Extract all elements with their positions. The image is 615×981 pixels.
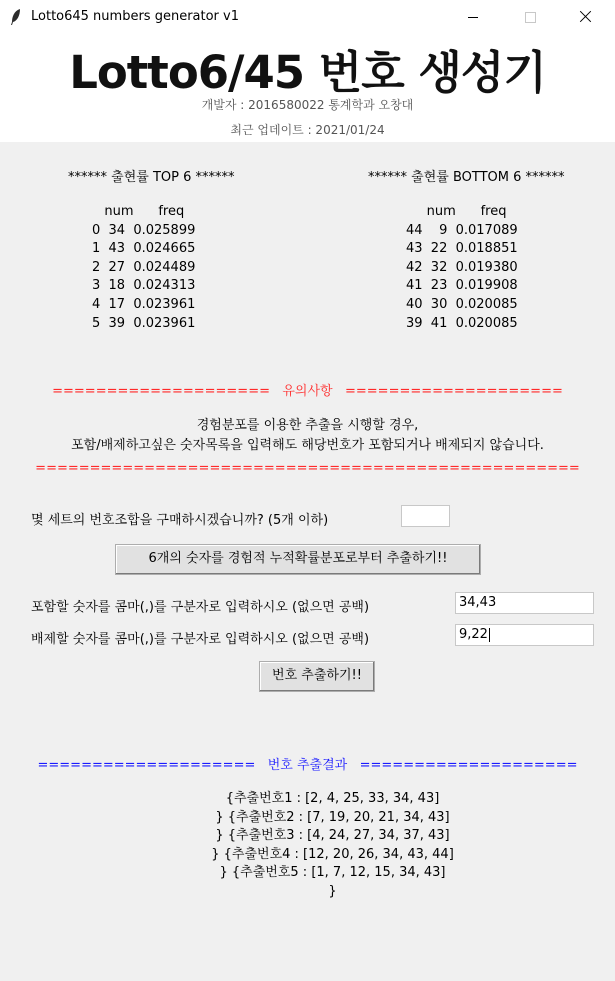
- empirical-extract-button[interactable]: 6개의 숫자를 경험적 누적확률분포로부터 추출하기!!: [115, 544, 481, 575]
- include-input[interactable]: [455, 592, 594, 614]
- result-line: } {추출번호3 : [4, 24, 27, 34, 37, 43]: [215, 828, 450, 844]
- table-row: 0 34 0.025899: [92, 222, 196, 238]
- text-caret: [489, 628, 490, 642]
- top6-table: [92, 203, 195, 333]
- table-row: 5 39 0.023961: [92, 315, 196, 331]
- update-date: 최근 업데이트 : 2021/01/24: [230, 123, 385, 137]
- table-row: 44 9 0.017089: [406, 222, 518, 238]
- maximize-button[interactable]: [507, 0, 553, 34]
- bottom6-header: num freq: [406, 204, 507, 219]
- table-row: 40 30 0.020085: [406, 296, 518, 312]
- table-row: 3 18 0.024313: [92, 278, 196, 294]
- exclude-label: 배제할 숫자를 콤마(,)를 구분자로 입력하시오 (없으면 공백): [31, 632, 370, 647]
- table-row: 2 27 0.024489: [92, 259, 196, 275]
- window-title: Lotto645 numbers generator v1: [31, 9, 239, 24]
- results-list: [0, 790, 615, 902]
- result-line: } {추출번호5 : [1, 7, 12, 15, 34, 43]: [219, 865, 446, 881]
- minimize-button[interactable]: [450, 0, 496, 34]
- table-row: 4 17 0.023961: [92, 296, 196, 312]
- table-row: 41 23 0.019908: [406, 278, 518, 294]
- sets-label: 몇 세트의 번호조합을 구매하시겠습니까? (5개 이하): [31, 513, 329, 528]
- exclude-value: 9,22: [459, 627, 488, 642]
- results-header: ==================== 번호 추출결과 ====================: [37, 758, 578, 773]
- include-label: 포함할 숫자를 콤마(,)를 구분자로 입력하시오 (없으면 공백): [31, 600, 370, 615]
- banner-title: Lotto6/45 번호 생성기: [69, 46, 546, 99]
- exclude-input[interactable]: [455, 624, 594, 646]
- result-line: } {추출번호2 : [7, 19, 20, 21, 34, 43]: [215, 809, 450, 825]
- title-bar: [0, 0, 615, 34]
- top6-heading: ****** 출현률 TOP 6 ******: [68, 170, 235, 185]
- extract-button[interactable]: 번호 추출하기!!: [259, 661, 375, 692]
- notice-footer: ==================================================: [35, 461, 580, 476]
- sets-input[interactable]: [401, 505, 450, 527]
- notice-line-2: 포함/배제하고싶은 숫자목록을 입력해도 해당번호가 포함되거나 배제되지 않습니다.: [71, 438, 544, 453]
- table-row: 42 32 0.019380: [406, 259, 518, 275]
- bottom6-table: [406, 203, 518, 333]
- notice-header: ==================== 유의사항 ====================: [52, 384, 563, 399]
- top6-header: num freq: [92, 204, 185, 219]
- close-button[interactable]: [563, 0, 609, 34]
- bottom6-heading: ****** 출현률 BOTTOM 6 ******: [368, 170, 565, 185]
- feather-icon: [9, 8, 23, 26]
- result-line: {추출번호1 : [2, 4, 25, 33, 34, 43]: [225, 791, 440, 806]
- result-line: }: [328, 883, 337, 899]
- table-row: 39 41 0.020085: [406, 315, 518, 331]
- developer-credit: 개발자 : 2016580022 통계학과 오창대: [201, 98, 414, 112]
- notice-line-1: 경험분포를 이용한 추출을 시행할 경우,: [196, 418, 419, 433]
- include-value: 34,43: [459, 595, 497, 610]
- table-row: 43 22 0.018851: [406, 241, 518, 257]
- banner: [0, 34, 615, 142]
- result-line: } {추출번호4 : [12, 20, 26, 34, 43, 44]: [211, 846, 454, 862]
- table-row: 1 43 0.024665: [92, 241, 196, 257]
